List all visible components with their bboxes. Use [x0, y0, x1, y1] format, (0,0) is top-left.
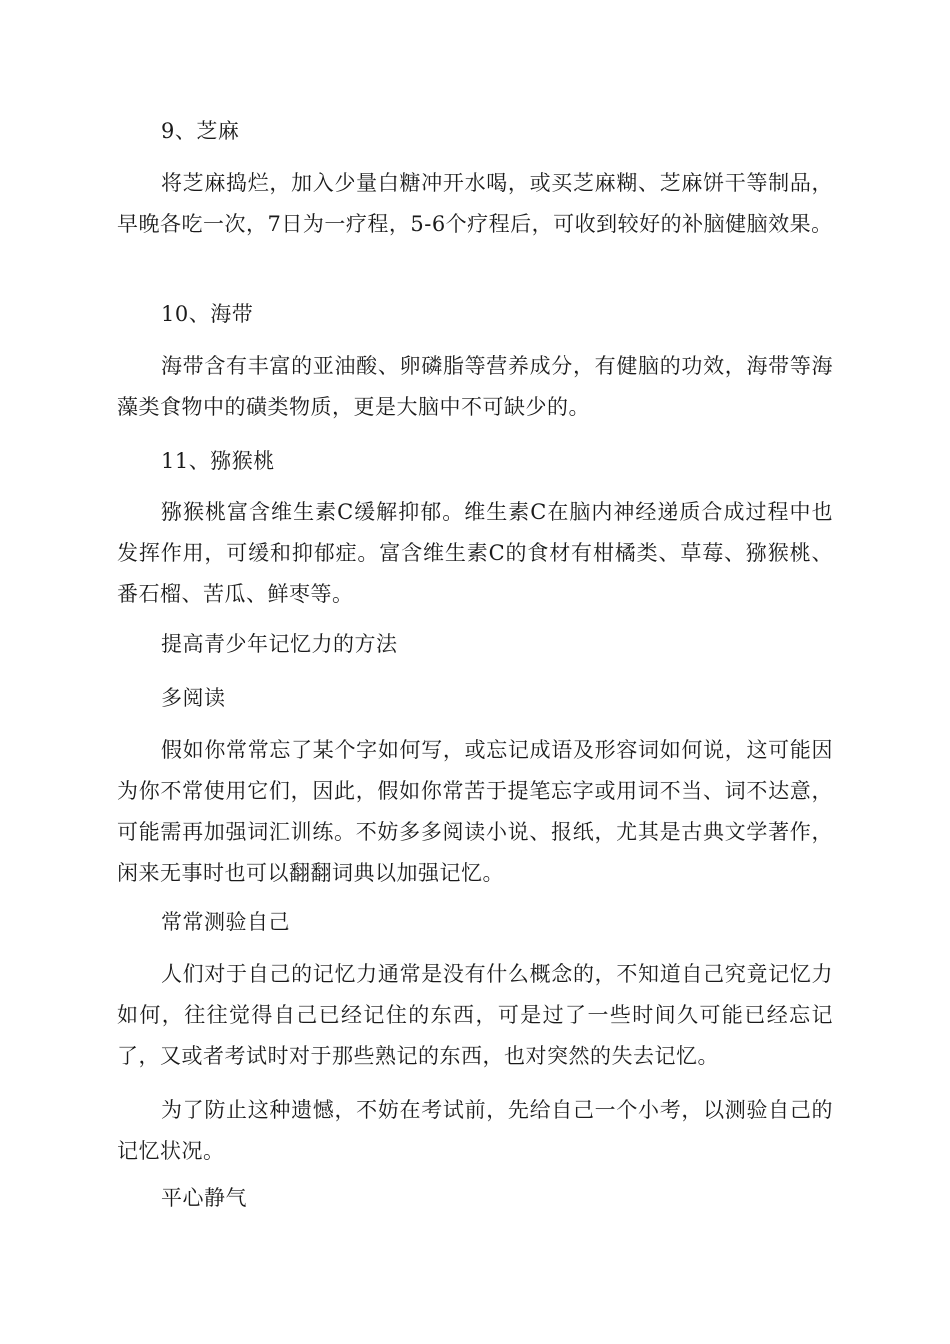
section-heading-self-test: 常常测验自己: [161, 910, 290, 934]
section-heading-kelp: 10、海带: [161, 302, 254, 326]
section-heading-kiwi: 11、猕猴桃: [161, 449, 275, 473]
section-heading-read-more: 多阅读: [161, 686, 226, 710]
paragraph-self-test-2: 为了防止这种遗憾，不妨在考试前，先给自己一个小考，以测验自己的记忆状况。: [117, 1098, 833, 1163]
section-heading-sesame: 9、芝麻: [161, 119, 240, 143]
paragraph-self-test-1: 人们对于自己的记忆力通常是没有什么概念的，不知道自己究竟记忆力如何，往往觉得自己已经记住的东西，可是过了一些时间久可能已经忘记了，又或者考试时对于那些熟记的东西，也对突然的失去记忆。: [117, 962, 833, 1068]
paragraph-read-more: 假如你常常忘了某个字如何写，或忘记成语及形容词如何说，这可能因为你不常使用它们，因此，假如你常苦于提笔忘字或用词不当、词不达意，可能需再加强词汇训练。不妨多多阅读小说、报纸，尤其是古典文学著作，闲来无事时也可以翻翻词典以加强记忆。: [117, 738, 833, 885]
paragraph-kiwi: 猕猴桃富含维生素C缓解抑郁。维生素C在脑内神经递质合成过程中也发挥作用，可缓和抑郁症。富含维生素C的食材有柑橘类、草莓、猕猴桃、番石榴、苦瓜、鲜枣等。: [117, 500, 833, 606]
section-heading-memory-methods: 提高青少年记忆力的方法: [161, 632, 398, 656]
paragraph-kelp: 海带含有丰富的亚油酸、卵磷脂等营养成分，有健脑的功效，海带等海藻类食物中的磺类物质，更是大脑中不可缺少的。: [117, 354, 833, 419]
section-heading-calm: 平心静气: [161, 1186, 247, 1210]
paragraph-sesame: 将芝麻捣烂，加入少量白糖冲开水喝，或买芝麻糊、芝麻饼干等制品，早晚各吃一次，7日为一疗程，5-6个疗程后，可收到较好的补脑健脑效果。: [117, 171, 833, 236]
